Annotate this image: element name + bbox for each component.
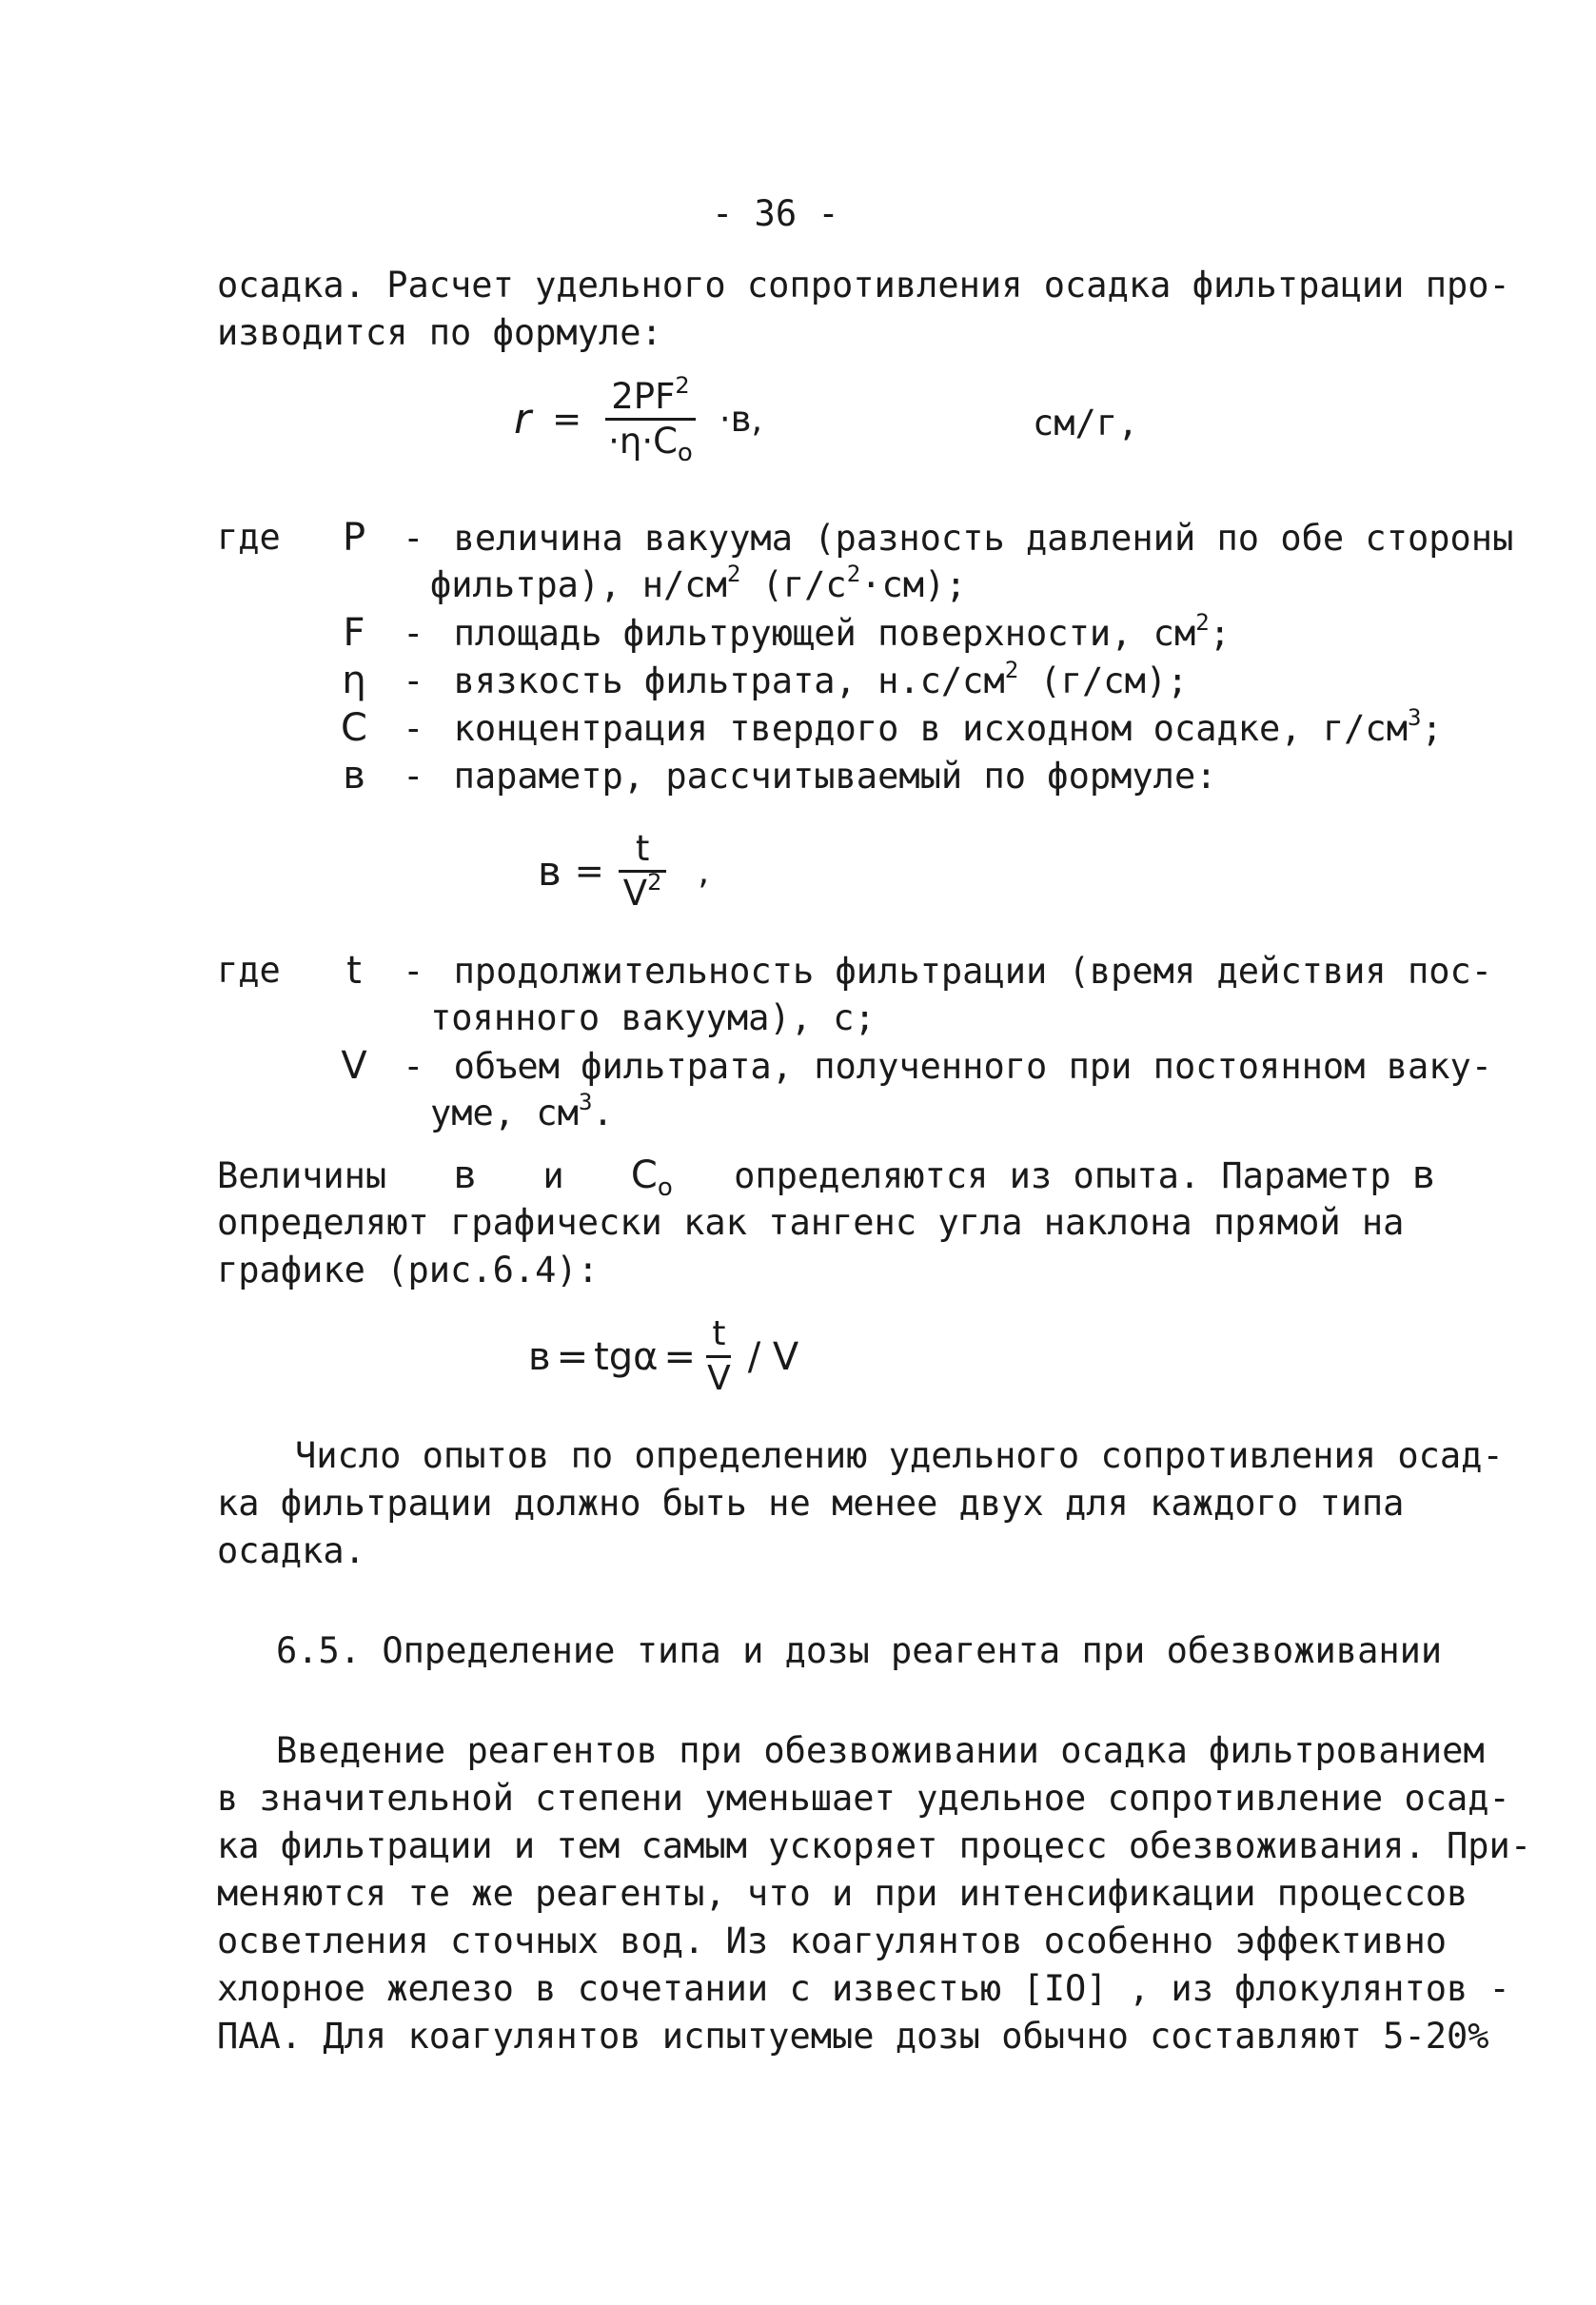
definition-row: F - площадь фильтрующей поверхности, $см^2$;	[335, 609, 1231, 658]
values-line-2: определяют графически как тангенс угла наклона прямой на	[217, 1202, 1405, 1243]
intro-line-2: изводится по формуле:	[217, 312, 662, 353]
formula-r-tail: ·в,	[719, 398, 763, 440]
formula-tg-denominator: V	[707, 1359, 731, 1398]
page-number: - 36 -	[712, 193, 839, 234]
formula-tg-mid: tgα	[594, 1334, 659, 1379]
formula-b-fraction: $\frac{t}{V^2}$	[618, 828, 668, 915]
formula-b: в = $\frac{t}{V^2}$ ,	[538, 828, 710, 914]
reagent-line-2: в значительной степени уменьшает удельное сопротивление осад-	[217, 1778, 1510, 1819]
formula-b-eq: =	[574, 850, 604, 892]
symbol-P: P	[342, 516, 366, 560]
definition-continuation: уме, $см^3$.	[430, 1089, 614, 1133]
values-line-3: графике (рис.6.4):	[217, 1250, 599, 1290]
formula-r-lhs: r	[514, 394, 532, 443]
formula-r-numerator: 2PF	[611, 376, 676, 417]
formula-tg-lhs: в	[528, 1334, 551, 1379]
formula-b-denominator: V	[622, 873, 648, 914]
symbol-V: V	[341, 1044, 367, 1088]
symbol-C: C	[341, 706, 367, 750]
definition-text: величина вакуума (разность давлений по обе стороны	[453, 518, 1514, 559]
reagent-line-3: ка фильтрации и тем самым ускоряет процесс обезвоживания. При-	[217, 1825, 1532, 1866]
count-line-2: ка фильтрации должно быть не менее двух для каждого типа	[217, 1483, 1405, 1524]
where-label-2: где	[217, 950, 281, 991]
definition-row: V - объем фильтрата, полученного при постоянном ваку-	[335, 1042, 1492, 1091]
intro-line-1: осадка. Расчет удельного сопротивления осадка фильтрации про-	[217, 265, 1510, 305]
values-line-1: Величины в и $C_o$ определяются из опыта. Параметр в	[217, 1153, 1435, 1202]
formula-r-units: см/г,	[1033, 403, 1139, 443]
formula-b-lhs: в	[538, 847, 562, 895]
reagent-line-5: осветления сточных вод. Из коагулянтов особенно эффективно	[217, 1921, 1448, 1961]
formula-tg: в = tgα = $\frac{t}{V}$ / V	[528, 1314, 799, 1398]
reagent-line-4: меняются те же реагенты, что и при интенсификации процессов	[217, 1873, 1468, 1914]
formula-r-eq: =	[552, 398, 582, 440]
formula-b-numerator: t	[619, 828, 667, 873]
symbol-b: в	[1411, 1153, 1435, 1197]
definition-row: P - величина вакуума (разность давлений по обе стороны	[335, 514, 1513, 562]
symbol-b: в	[343, 754, 365, 798]
symbol-b: в	[453, 1153, 477, 1197]
formula-tg-tail: / V	[747, 1334, 799, 1379]
reagent-line-1: Введение реагентов при обезвоживании осадка фильтрованием	[276, 1730, 1485, 1771]
reagent-line-7: ПАА. Для коагулянтов испытуемые дозы обычно составляют 5-20%	[217, 2016, 1489, 2057]
symbol-F: F	[343, 611, 365, 655]
formula-r-fraction: $\frac{2PF^2}{\cdot\eta\cdot C_o}$	[602, 376, 699, 463]
count-line-1: Число опытов по определению удельного сопротивления осад-	[295, 1435, 1504, 1476]
formula-tg-numerator: t	[706, 1313, 731, 1358]
symbol-t: t	[346, 949, 362, 993]
symbol-C0: $C_o$	[630, 1153, 673, 1202]
reagent-line-6: хлорное железо в сочетании с известью [IO] , из флокулянтов -	[217, 1968, 1510, 2009]
section-heading: 6.5. Определение типа и дозы реагента при обезвоживании	[276, 1630, 1443, 1671]
definition-continuation: тоянного вакуума), с;	[430, 997, 876, 1038]
where-label-1: где	[217, 517, 281, 558]
formula-tg-fraction	[701, 1313, 737, 1400]
definition-continuation: фильтра), $н/см^2$ $(г/с^2\cdot см)$;	[430, 561, 967, 605]
definition-row: в - параметр, рассчитываемый по формуле:	[335, 752, 1217, 800]
definition-row: η - вязкость фильтрата, $н.с/см^2$ (г/см);	[335, 657, 1188, 705]
symbol-eta: η	[342, 659, 366, 702]
formula-r	[514, 372, 763, 467]
count-line-3: осадка.	[217, 1530, 365, 1571]
definition-row: t - продолжительность фильтрации (время действия пос-	[335, 947, 1492, 995]
formula-r-denominator: ·η·C	[608, 421, 678, 462]
definition-row: C - концентрация твердого в исходном осадке, $г/см^3$;	[335, 704, 1443, 753]
